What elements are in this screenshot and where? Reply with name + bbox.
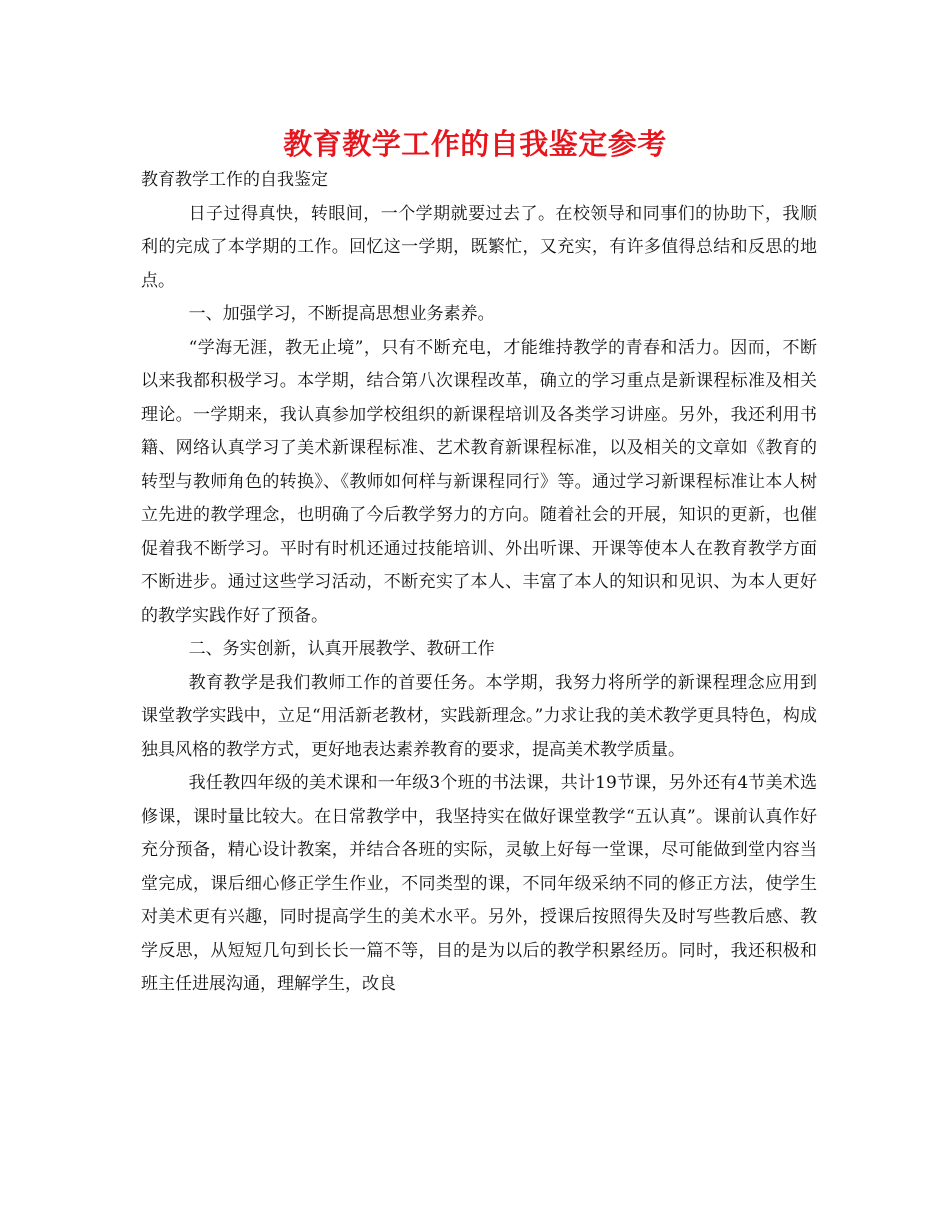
paragraph-teaching: 教育教学是我们教师工作的首要任务。本学期，我努力将所学的新课程理念应用到课堂教学实践中，立足“用活新老教材，实践新理念。”力求让我的美术教学更具特色，构成独具风格的教学方式，更好地表达素养教育的要求，提高美术教学质量。	[141, 672, 817, 760]
paragraph-learning: “学海无涯，教无止境”，只有不断充电，才能维持教学的青春和活力。因而，不断以来我都积极学习。本学期，结合第八次课程改革，确立的学习重点是新课程标准及相关理论。一学期来，我认真参加学校组织的新课程培训及各类学习讲座。另外，我还利用书籍、网络认真学习了美术新课程标准、艺术教育新课程标准，以及相关的文章如《教育的转型与教师角色的转换》、《教师如何样与新课程同行》等。通过学习新课程标准让本人树立先进的教学理念，也明确了今后教学努力的方向。随着社会的开展，知识的更新，也催促着我不断学习。平时有时机还通过技能培训、外出听课、开课等使本人在教育教学方面不断进步。通过这些学习活动，不断充实了本人、丰富了本人的知识和见识、为本人更好的教学实践作好了预备。	[141, 337, 817, 626]
document-title: 教育教学工作的自我鉴定参考	[283, 127, 667, 161]
document-body	[141, 164, 817, 1002]
section-heading-1: 一、加强学习，不断提高思想业务素养。	[188, 304, 495, 324]
section-heading-2: 二、务实创新，认真开展教学、教研工作	[188, 639, 495, 659]
document-subtitle: 教育教学工作的自我鉴定	[141, 170, 328, 190]
paragraph-intro: 日子过得真快，转眼间，一个学期就要过去了。在校领导和同事们的协助下，我顺利的完成了本学期的工作。回忆这一学期，既繁忙，又充实，有许多值得总结和反思的地点。	[141, 203, 817, 291]
paragraph-courses: 我任教四年级的美术课和一年级3个班的书法课，共计19节课，另外还有4节美术选修课，课时量比较大。在日常教学中，我坚持实在做好课堂教学“五认真”。课前认真作好充分预备，精心设计教案，并结合各班的实际，灵敏上好每一堂课，尽可能做到堂内容当堂完成，课后细心修正学生作业，不同类型的课，不同年级采纳不同的修正方法，使学生对美术更有兴趣，同时提高学生的美术水平。另外，授课后按照得失及时写些教后感、教学反思，从短短几句到长长一篇不等，目的是为以后的教学积累经历。同时，我还积极和班主任进展沟通，理解学生，改良	[141, 773, 817, 994]
